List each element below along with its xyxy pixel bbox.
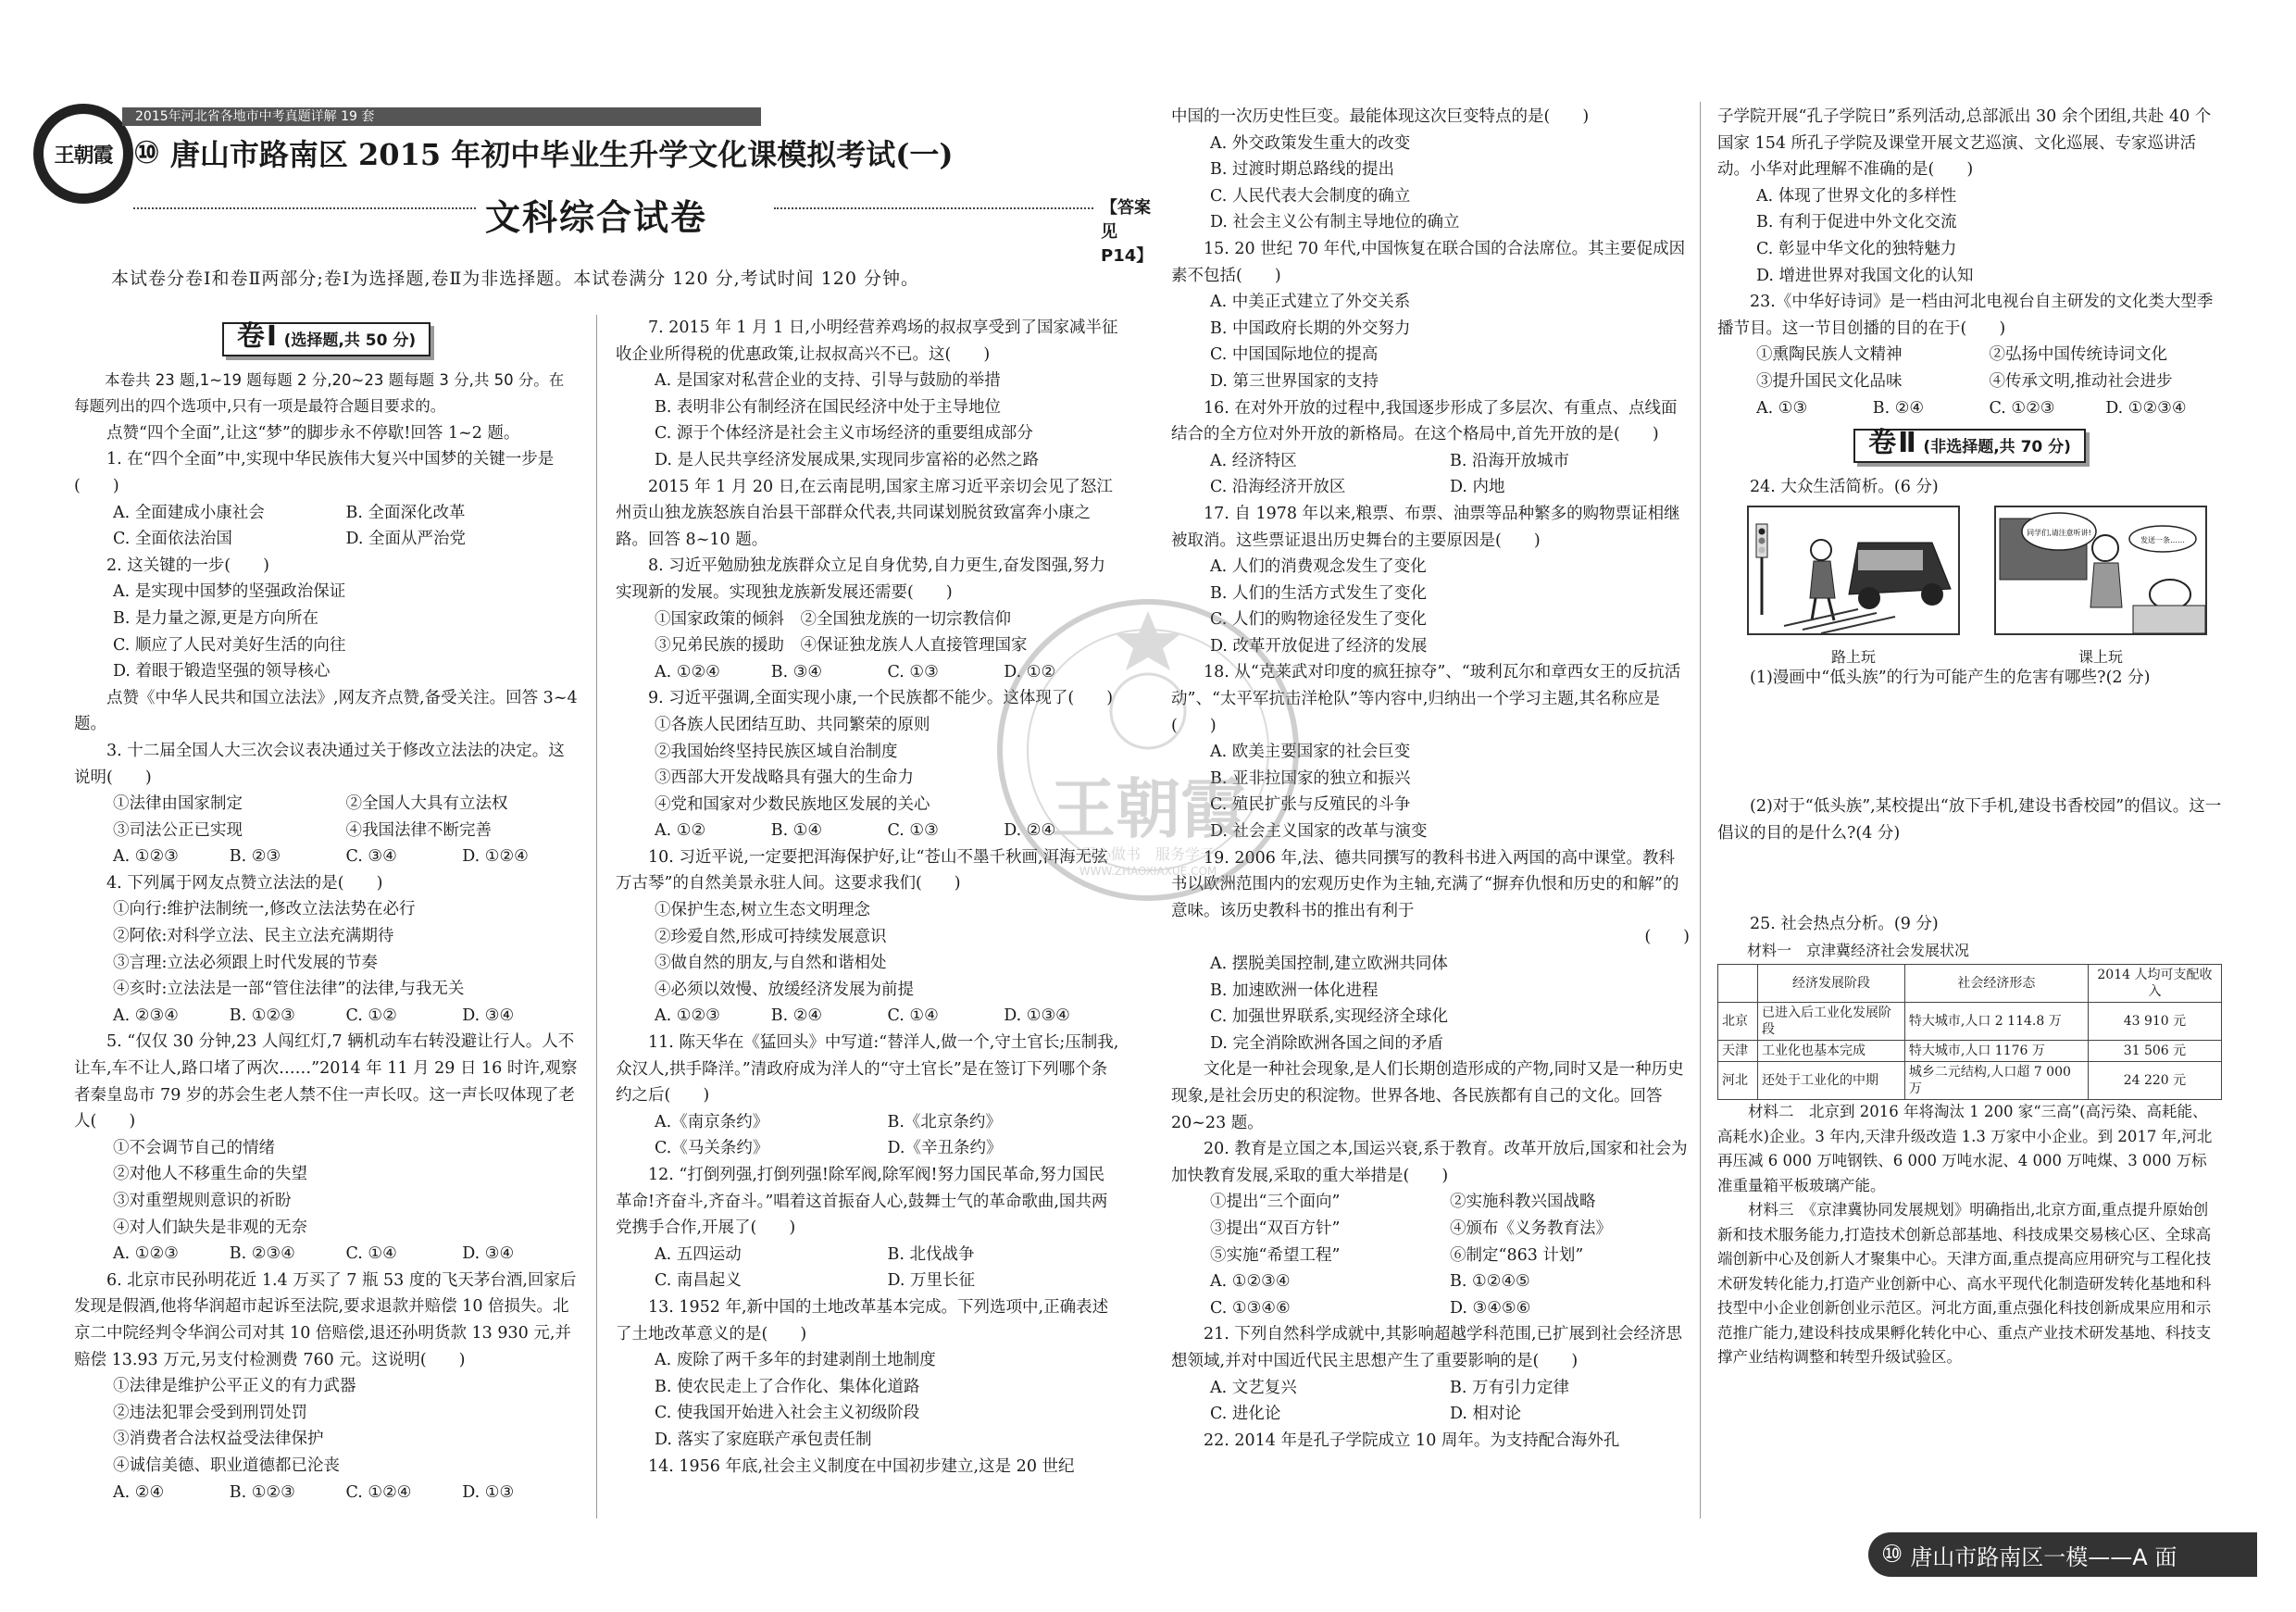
statement: ①不会调节自己的情绪 — [113, 1138, 275, 1157]
exam-number-badge: ⑩ — [133, 134, 160, 171]
speech-bubble-2: 发送一条…… — [2140, 536, 2185, 545]
question-24-part-1: (1)漫画中“低头族”的行为可能产生的危害有哪些?(2 分) — [1750, 669, 2151, 688]
table-row: 天津 工业化也基本完成 特大城市,人口 1176 万 31 506 元 — [1718, 1041, 2222, 1062]
statement: ②阿依:对科学立法、民主立法充满期待 — [113, 927, 394, 946]
column-2 — [616, 315, 1120, 1480]
options: A. ①②③ B. ②④ C. ①④ D. ①③④ — [655, 1006, 1070, 1026]
option: C. 殖民扩张与反殖民的斗争 — [1210, 795, 1411, 815]
material-2: 材料二 北京到 2016 年将淘汰 1 200 家“三高”(高污染、高耗能、高耗水)企业。3 年内,天津升级改造 1.3 万家中小企业。到 2017 年,河北再压减 6 000 万吨钢铁、6 000 万吨水泥、4 000 万吨煤、3 000 万标准重量箱平板玻璃产能。 — [1717, 1103, 2213, 1194]
statement: ①保护生态,树立生态文明理念 — [655, 901, 871, 920]
options: A. ②④ B. ①②③ C. ①②④ D. ①③ — [113, 1482, 515, 1502]
question-18: 18. 从“克莱武对印度的疯狂掠夺”、“玻利瓦尔和章西女王的反抗活动”、“太平军抗击洋枪队”等内容中,归纳出一个学习主题,其名称应是( ) — [1171, 663, 1681, 735]
question-17: 17. 自 1978 年以来,粮票、布票、油票等品种繁多的购物票证相继被取消。这些票证退出历史舞台的主要原因是( ) — [1171, 504, 1680, 550]
option: B. 人们的生活方式发生了变化 — [1210, 583, 1427, 603]
statement: ④诚信美德、职业道德都已沦丧 — [113, 1456, 340, 1475]
option: D. 是人民共享经济发展成果,实现同步富裕的必然之路 — [655, 450, 1040, 469]
table-header: 经济发展阶段 社会经济形态 2014 人均可支配收入 — [1718, 965, 2222, 1003]
question-11: 11. 陈天华在《猛回头》中写道:“替洋人,做一个,守土官长;压制我,众汉人,拱手降洋。”清政府成为洋人的“守土官长”是在签订下列哪个条约之后( ) — [616, 1033, 1119, 1106]
option: D. 着眼于锻造坚强的领导核心 — [113, 662, 331, 681]
answer-space — [1717, 692, 2222, 794]
option: A. 体现了世界文化的多样性 — [1756, 186, 1957, 206]
option: C. 顺应了人民对美好生活的向往 — [113, 635, 346, 655]
section-intro: 本卷共 23 题,1~19 题每题 2 分,20~23 题每题 3 分,共 50 分。在每题列出的四个选项中,只有一项是最符合题目要求的。 — [74, 370, 565, 416]
question-14: 14. 1956 年底,社会主义制度在中国初步建立,这是 20 世纪 — [648, 1456, 1075, 1476]
statement: ④必须以效慢、放缓经济发展为前提 — [655, 980, 914, 999]
section-2-header: 卷Ⅱ (非选择题,共 70 分) — [1717, 429, 2222, 463]
question-6: 6. 北京市民孙明花近 1.4 万买了 7 瓶 53 度的飞天茅台酒,回家后发现是假酒,他将华润超市起诉至法院,要求退款并赔偿 10 倍损失。北京二中院经判令华润公司对其 10 倍赔偿,退还孙明货款 13 930 元,并赔偿 13.93 万元,另支付检测费 760 元。这说明( ) — [74, 1270, 577, 1369]
option: B. 使农民走上了合作化、集体化道路 — [655, 1377, 920, 1396]
paper-subtitle: 文科综合试卷 — [485, 196, 708, 238]
question-9: 9. 习近平强调,全面实现小康,一个民族都不能少。这体现了( ) — [648, 689, 1114, 708]
column-1 — [74, 315, 579, 1506]
column-4 — [1717, 104, 2222, 1370]
speech-bubble-1: 同学们,请注意听讲! — [2027, 529, 2091, 538]
question-4: 4. 下列属于网友点赞立法法的是( ) — [106, 873, 383, 893]
options: A.《南京条约》 B.《北京条约》 C.《马关条约》 D.《辛丑条约》 — [655, 1112, 1003, 1158]
section-1-header: 卷Ⅰ (选择题,共 50 分) — [74, 322, 579, 356]
statement: ②我国始终坚持民族区域自治制度 — [655, 742, 898, 761]
question-10: 10. 习近平说,一定要把洱海保护好,让“苍山不墨千秋画,洱海无弦万古琴”的自然美景永驻人间。这要求我们( ) — [616, 847, 1108, 893]
option: A. 中美正式建立了外交关系 — [1210, 293, 1411, 312]
answer-paren: ( ) — [1644, 928, 1690, 947]
option: C. 彰显中华文化的独特魅力 — [1756, 239, 1957, 258]
question-24-part-2: (2)对于“低头族”,某校提出“放下手机,建设书香校园”的倡议。这一倡议的目的是什么?(4 分) — [1717, 796, 2222, 843]
footer-number: ⑩ — [1881, 1541, 1903, 1568]
option: C. 加强世界联系,实现经济全球化 — [1210, 1007, 1448, 1027]
column-divider — [596, 315, 597, 1518]
options: A. 文艺复兴 B. 万有引力定律 C. 进化论 D. 相对论 — [1210, 1378, 1569, 1424]
options: A. 五四运动 B. 北伐战争 C. 南昌起义 D. 万里长征 — [655, 1244, 976, 1291]
statements: ①法律由国家制定 ②全国人大具有立法权 ③司法公正已实现 ④我国法律不断完善 — [113, 794, 508, 840]
option: C. 源于个体经济是社会主义市场经济的重要组成部分 — [655, 424, 1033, 444]
cartoon-road-drawing — [1747, 506, 1960, 635]
question-3: 3. 十二届全国人大三次会议表决通过关于修改立法法的决定。这说明( ) — [74, 741, 565, 787]
statement: ③西部大开发战略具有强大的生命力 — [655, 769, 914, 788]
question-22: 22. 2014 年是孔子学院成立 10 周年。为支持配合海外孔 — [1204, 1431, 1620, 1450]
column-divider — [1700, 102, 1701, 1518]
option: A. 欧美主要国家的社会巨变 — [1210, 743, 1411, 762]
watermark-slogan: 用心做书 服务学子 — [1080, 845, 1215, 863]
cartoon-caption: 课上玩 — [2078, 647, 2123, 666]
answer-reference: 【答案见 P14】 — [1101, 198, 1154, 266]
option: D. 落实了家庭联产承包责任制 — [655, 1430, 872, 1449]
options: A. ①③ B. ②④ C. ①②③ D. ①②③④ — [1756, 398, 2187, 418]
statement: ①向行:维护法制统一,修改立法法势在必行 — [113, 900, 416, 919]
option: B. 是力量之源,更是方向所在 — [113, 608, 319, 628]
options: A. ①②③ B. ②③④ C. ①④ D. ③④ — [113, 1244, 515, 1264]
option: A. 是实现中国梦的坚强政治保证 — [113, 582, 346, 602]
option: C. 人民代表大会制度的确立 — [1210, 186, 1411, 206]
question-23: 23.《中华好诗词》是一档由河北电视台自主研发的文化类大型季播节目。这一节目创播的目的在于( ) — [1717, 293, 2214, 338]
option: A. 外交政策发生重大的改变 — [1210, 133, 1411, 153]
watermark-logo: 王朝霞 — [1051, 770, 1245, 847]
logo-emblem — [33, 104, 133, 204]
header — [33, 104, 1154, 266]
title-row — [133, 131, 954, 174]
option: D. 社会主义公有制主导地位的确立 — [1210, 213, 1460, 232]
option: B. 表明非公有制经济在国民经济中处于主导地位 — [655, 397, 1001, 417]
statement: ②对他人不移重生命的失望 — [113, 1165, 307, 1184]
subtitle-row — [133, 189, 1154, 266]
option: B. 加速欧洲一体化进程 — [1210, 981, 1379, 1000]
option: C. 使我国开始进入社会主义初级阶段 — [655, 1404, 920, 1423]
question-2: 2. 这关键的一步( ) — [106, 556, 269, 575]
question-25: 25. 社会热点分析。(9 分) — [1750, 915, 1939, 934]
options: A. 全面建成小康社会 B. 全面深化改革 C. 全面依法治国 D. 全面从严治党 — [113, 503, 467, 549]
question-19: 19. 2006 年,法、德共同撰写的教科书进入两国的高中课堂。教科书以欧洲范围内的宏观历史作为主轴,充满了“摒弃仇恨和历史的和解”的意味。该历史教科书的推出有利于 — [1171, 848, 1679, 920]
watermark-url: WWW.ZHAOXIAXUE.COM — [1079, 865, 1217, 878]
statements: ①熏陶民族人文精神 ②弘扬中国传统诗词文化 ③提升国民文化品味 ④传承文明,推动社会进步 — [1756, 345, 2173, 391]
statement: ②违法犯罪会受到刑罚处罚 — [113, 1403, 307, 1422]
material: 文化是一种社会现象,是人们长期创造形成的产物,同时又是一种历史现象,是社会历史的积淀物。世界各地、各民族都有自己的文化。回答 20~23 题。 — [1171, 1060, 1684, 1132]
option: B. 过渡时期总路线的提出 — [1210, 160, 1394, 180]
statement: ③消费者合法权益受法律保护 — [113, 1430, 324, 1449]
question-1: 1. 在“四个全面”中,实现中华民族伟大复兴中国梦的关键一步是( ) — [74, 450, 555, 495]
question-16: 16. 在对外开放的过程中,我国逐步形成了多层次、有重点、点线面结合的全方位对外开放的新格局。在这个格局中,首先开放的是( ) — [1171, 398, 1678, 444]
logo-text: 王朝霞 — [54, 143, 113, 168]
question-13: 13. 1952 年,新中国的土地改革基本完成。下列选项中,正确表述了土地改革意义的是( ) — [616, 1297, 1109, 1343]
options: A. ①② B. ①④ C. ①③ D. ②④ — [655, 821, 1056, 841]
question-15: 15. 20 世纪 70 年代,中国恢复在联合国的合法席位。其主要促成因素不包括( ) — [1171, 239, 1686, 285]
statements: ①提出“三个面向” ②实施科教兴国战略 ③提出“双百方针” ④颁布《义务教育法》 ⑤实施“希望工程” ⑥制定“863 计划” — [1210, 1193, 1612, 1265]
statement: ③对重塑规则意识的祈盼 — [113, 1192, 292, 1210]
statement: ④亥时:立法法是一部“管住法律”的法律,与我无关 — [113, 980, 465, 999]
question-12: 12. “打倒列强,打倒列强!除军阀,除军阀!努力国民革命,努力国民革命!齐奋斗,齐奋斗。”唱着这首振奋人心,鼓舞士气的革命歌曲,国共两党携手合作,开展了( ) — [616, 1166, 1108, 1238]
option: A. 是国家对私营企业的支持、引导与鼓励的举措 — [655, 371, 1001, 391]
material-1-title: 材料一 京津冀经济社会发展状况 — [1747, 941, 1970, 959]
exam-title: 唐山市路南区 2015 年初中毕业生升学文化课模拟考试(一) — [169, 137, 954, 172]
statement: ③言理:立法必须跟上时代发展的节奏 — [113, 953, 378, 972]
material: 点赞“四个全面”,让这“梦”的脚步永不停歇!回答 1~2 题。 — [106, 423, 520, 443]
option: C. 人们的购物途径发生了变化 — [1210, 610, 1427, 630]
table-row: 河北 还处于工业化的中期 城乡二元结构,人口超 7 000 万 24 220 元 — [1718, 1062, 2222, 1100]
cartoons — [1747, 506, 2207, 665]
option: B. 亚非拉国家的独立和振兴 — [1210, 769, 1411, 788]
question-5: 5. “仅仅 30 分钟,23 人闯红灯,7 辆机动车右转没避让行人。人不让车,车不让人,路口堵了两次……”2014 年 11 月 29 日 16 时许,观察者秦皇岛市 79 岁的苏会生老人禁不住一声长叹。这一声长叹体现了老人( ) — [74, 1032, 578, 1131]
option: A. 废除了两千多年的封建剥削土地制度 — [655, 1351, 936, 1370]
options: A. ①②③ B. ②③ C. ③④ D. ①②④ — [113, 847, 529, 867]
options: A. 经济特区 B. 沿海开放城市 C. 沿海经济开放区 D. 内地 — [1210, 451, 1569, 497]
statement: ①各族人民团结互助、共同繁荣的原则 — [655, 715, 930, 734]
banner: 2015年河北省各地市中考真题详解 19 套 — [122, 107, 761, 126]
option: D. 增进世界对我国文化的认知 — [1756, 266, 1974, 285]
footer-text: 唐山市路南区一模——A 面 — [1910, 1543, 2177, 1570]
options: A. ①②③④ B. ①②④⑤ C. ①③④⑥ D. ③④⑤⑥ — [1210, 1272, 1531, 1318]
statement: ③兄弟民族的援助 ④保证独龙族人人直接管理国家 — [655, 636, 1028, 656]
option: D. 改革开放促进了经济的发展 — [1210, 636, 1428, 656]
options: A. ①②④ B. ③④ C. ①③ D. ①② — [655, 662, 1056, 681]
statement: ①国家政策的倾斜 ②全国独龙族的一切宗教信仰 — [655, 609, 1011, 629]
question-22-continued: 子学院开展“孔子学院日”系列活动,总部派出 30 余个团组,共赴 40 个国家 154 所孔子学院及课堂开展文艺巡演、文化巡展、专家巡讲活动。小华对此理解不准确的是( ) — [1717, 107, 2212, 180]
cartoon-class — [1994, 506, 2207, 665]
question-24: 24. 大众生活简析。(6 分) — [1750, 477, 1939, 496]
cartoon-road — [1747, 506, 1960, 665]
material-1-table — [1717, 964, 2222, 1100]
option: D. 第三世界国家的支持 — [1210, 371, 1379, 391]
option: D. 完全消除欧洲各国之间的矛盾 — [1210, 1033, 1444, 1053]
table-row: 北京 已进入后工业化发展阶段 特大城市,人口 2 114.8 万 43 910 元 — [1718, 1003, 2222, 1041]
footer-tab — [1868, 1532, 2257, 1577]
statement: ③做自然的朋友,与自然和谐相处 — [655, 954, 887, 973]
paper-description: 本试卷分卷Ⅰ和卷Ⅱ两部分;卷Ⅰ为选择题,卷Ⅱ为非选择题。本试卷满分 120 分,考试时间 120 分钟。 — [111, 269, 920, 289]
material: 2015 年 1 月 20 日,在云南昆明,国家主席习近平亲切会见了怒江州贡山独龙族怒族自治县干部群众代表,共同谋划脱贫致富奔小康之路。回答 8~10 题。 — [616, 477, 1113, 549]
statement: ①法律是维护公平正义的有力武器 — [113, 1377, 356, 1396]
cartoon-class-drawing — [1994, 506, 2207, 635]
question-7: 7. 2015 年 1 月 1 日,小明经营养鸡场的叔叔享受到了国家减半征收企业所得税的优惠政策,让叔叔高兴不已。这( ) — [616, 319, 1118, 364]
answer-space — [1717, 846, 2222, 911]
statement: ④对人们缺失是非观的无奈 — [113, 1218, 307, 1237]
question-20: 20. 教育是立国之本,国运兴衰,系于教育。改革开放后,国家和社会为加快教育发展,采取的重大举措是( ) — [1171, 1140, 1688, 1185]
option: B. 有利于促进中外文化交流 — [1756, 213, 1957, 232]
material: 点赞《中华人民共和国立法法》,网友齐点赞,备受关注。回答 3~4 题。 — [74, 688, 578, 734]
question-8: 8. 习近平勉励独龙族群众立足自身优势,自力更生,奋发图强,努力实现新的发展。实现独龙族新发展还需要( ) — [616, 556, 1105, 602]
cartoon-caption: 路上玩 — [1830, 647, 1876, 666]
option: C. 中国国际地位的提高 — [1210, 345, 1379, 365]
material-3: 材料三 《京津冀协同发展规划》明确指出,北京方面,重点提升原始创新和技术服务能力,打造技术创新总部基地、科技成果交易核心区、全球高端创新中心及创新人才聚集中心。天津方面,重点提高应用研究与工程化技术研发转化能力,打造产业创新中心、高水平现代化制造研发转化基地和科技型中小企业创新创业示范区。河北方面,重点强化科技创新成果应用和示范推广能力,建设科技成果孵化转化中心、重点产业技术研发基地、科技支撑产业结构调整和转型升级试验区。 — [1717, 1201, 2212, 1367]
option: A. 人们的消费观念发生了变化 — [1210, 557, 1427, 577]
question-14-continued: 中国的一次历史性巨变。最能体现这次巨变特点的是( ) — [1171, 107, 1590, 126]
column-3 — [1171, 104, 1690, 1454]
options: A. ②③④ B. ①②③ C. ①② D. ③④ — [113, 1006, 515, 1025]
statement: ②珍爱自然,形成可持续发展意识 — [655, 927, 887, 946]
option: D. 社会主义国家的改革与演变 — [1210, 822, 1428, 842]
option: A. 摆脱美国控制,建立欧洲共同体 — [1210, 955, 1448, 973]
option: B. 中国政府长期的外交努力 — [1210, 319, 1411, 338]
question-21: 21. 下列自然科学成就中,其影响超越学科范围,已扩展到社会经济思想领域,并对中国近代民主思想产生了重要影响的是( ) — [1171, 1325, 1683, 1370]
statement: ④党和国家对少数民族地区发展的关心 — [655, 794, 930, 814]
